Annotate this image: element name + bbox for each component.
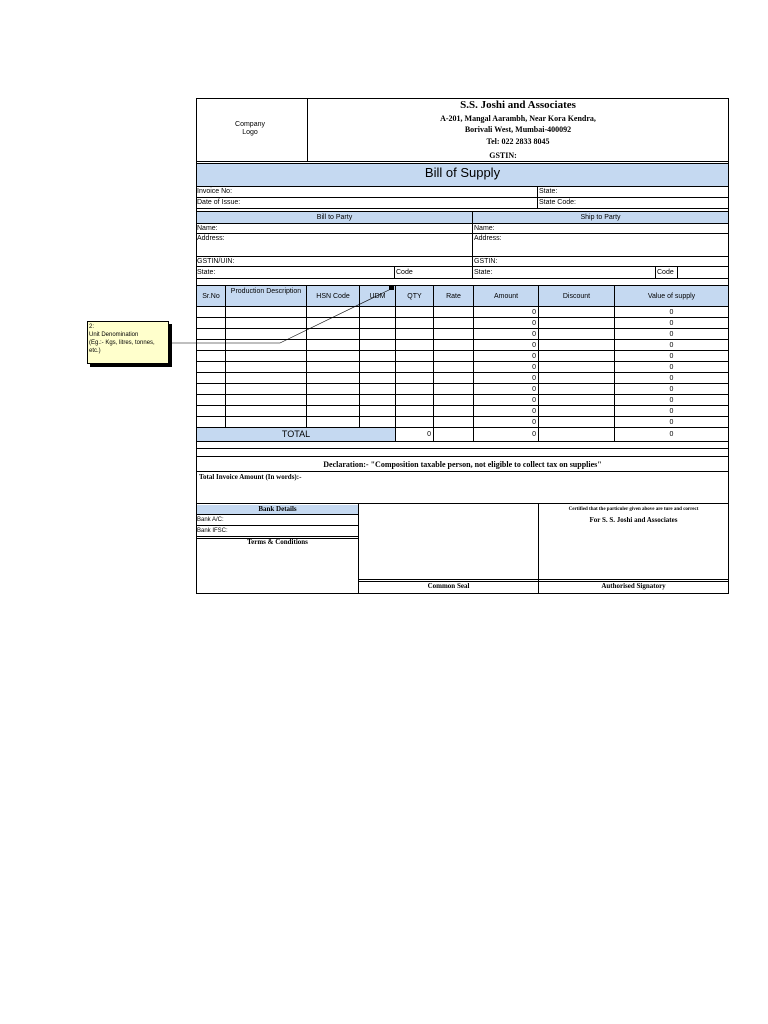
value-cell: 0 [669,397,674,404]
value-cell: 0 [669,408,674,415]
ship-to-party-title: Ship to Party [580,214,621,221]
ship-name-label: Name: [474,225,495,232]
value-cell: 0 [669,309,674,316]
col-header-amount: Amount [493,293,519,300]
ship-gstin-label: GSTIN: [474,258,498,265]
amount-cell: 0 [532,419,536,426]
terms-and-conditions: Terms & Conditions [247,538,308,546]
authorised-signatory-label: Authorised Signatory [601,582,666,590]
value-cell: 0 [669,320,674,327]
ship-code-label: Code [657,269,674,276]
company-address-line1: A-201, Mangal Aarambh, Near Kora Kendra, [440,114,596,123]
total-amount: 0 [532,431,536,438]
value-cell: 0 [669,331,674,338]
col-header-qty: QTY [407,293,422,300]
comment-line-2: Unit Denomination [89,332,139,338]
comment-arrow-marker [389,285,394,290]
bill-address-label: Address: [197,235,225,242]
value-cell: 0 [669,386,674,393]
value-cell: 0 [669,364,674,371]
company-name: S.S. Joshi and Associates [460,99,576,111]
col-header-hsn: HSN Code [316,293,350,300]
certified-text: Certified that the particuler given above are ture and correct [568,507,699,512]
col-header-udm: UDM [369,293,386,300]
bill-code-label: Code [396,269,413,276]
total-value: 0 [669,431,674,438]
col-header-srno: Sr.No [202,293,220,300]
invoice-no-label: Invoice No: [197,188,233,195]
amount-cell: 0 [532,386,536,393]
bill-gstin-label: GSTIN/UIN: [197,258,235,265]
bank-ifsc-label: Bank IFSC: [197,528,228,534]
comment-line-4: etc.) [89,348,101,354]
amount-cell: 0 [532,342,536,349]
amount-cell: 0 [532,353,536,360]
company-gstin: GSTIN: [489,151,517,160]
meta-state-code-label: State Code: [539,199,576,206]
value-cell: 0 [669,353,674,360]
bank-ac-label: Bank A/C: [197,517,224,523]
amount-cell: 0 [532,309,536,316]
company-logo-placeholder: Company Logo [235,121,265,136]
amount-cell: 0 [532,375,536,382]
total-qty: 0 [427,431,431,438]
declaration-text: Declaration:- "Composition taxable person, not eligible to collect tax on supplies" [323,460,602,469]
common-seal-label: Common Seal [427,582,470,590]
doc-title: Bill of Supply [424,165,501,180]
value-cell: 0 [669,375,674,382]
company-address-line2: Borivali West, Mumbai-400092 [464,125,572,134]
bill-name-label: Name: [197,225,218,232]
ship-state-label: State: [474,269,493,276]
comment-line-1: 2: [89,324,95,330]
ship-address-label: Address: [474,235,502,242]
value-cell: 0 [669,342,674,349]
meta-state-label: State: [539,188,558,195]
bill-state-label: State: [197,269,216,276]
company-tel: Tel: 022 2833 8045 [486,137,550,146]
col-header-value: Value of supply [647,293,696,300]
col-header-rate: Rate [446,293,461,300]
amount-cell: 0 [532,408,536,415]
amount-cell: 0 [532,397,536,404]
amount-cell: 0 [532,320,536,327]
bill-to-party-title: Bill to Party [316,214,353,221]
bank-details-title: Bank Details [258,505,297,513]
amount-cell: 0 [532,364,536,371]
comment-line-3: (Eg.:- Kgs, litres, tonnes, [89,340,155,346]
date-of-issue-label: Date of Issue: [197,199,241,206]
col-header-description: Production Description [230,288,302,295]
total-in-words-label: Total Invoice Amount (In words):- [199,473,302,481]
amount-cell: 0 [532,331,536,338]
col-header-discount: Discount [562,293,591,300]
value-cell: 0 [669,419,674,426]
for-company-text: For S. S. Joshi and Associates [589,516,678,524]
total-label: TOTAL [281,429,311,439]
